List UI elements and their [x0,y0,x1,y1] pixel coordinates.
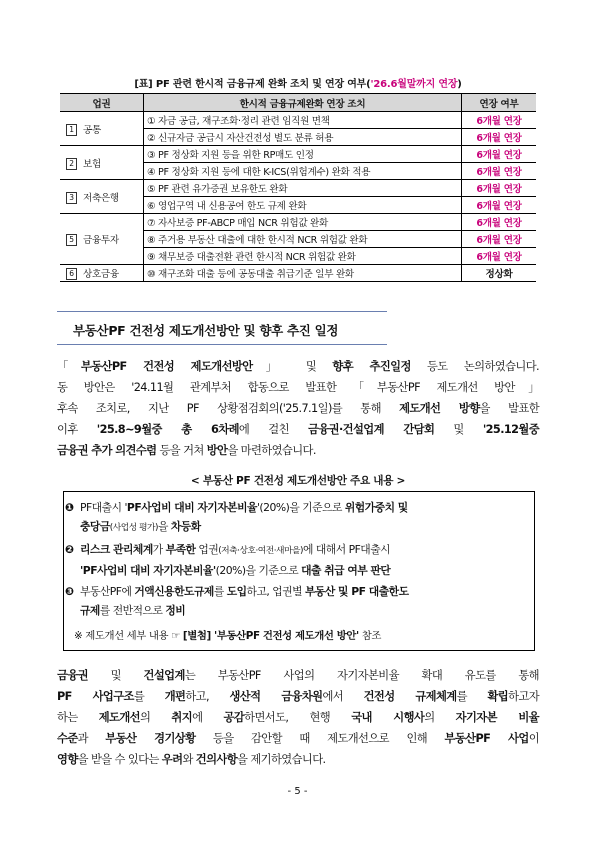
paragraph-line: PF 사업구조를 개편하고, 생산적 금융차원에서 건전성 규제체계를 확립하고자 [57,690,540,703]
table-header-row [60,94,536,112]
measure-cell: ④ PF 정상화 지원 등에 대한 K-ICS(위험계수) 완화 적용 [144,163,462,180]
relief-measures-table [60,93,536,282]
paragraph-line: 하는 제도개선의 취지에 공감하면서도, 현행 국내 시행사의 자기자본 비율 [57,711,539,724]
paragraph-line: 이후 '25.8~9월중 총 6차례에 걸친 금융권·건설업계 간담회 및 '25.12월중 [57,423,540,436]
table-row [60,265,536,282]
sector-cell [60,146,144,180]
header-sector: 업권 [60,94,144,112]
header-measure: 한시적 금융규제완화 연장 조치 [144,94,462,112]
measure-cell: ⑥ 영업구역 내 신용공여 한도 규제 완화 [144,197,462,214]
status-cell: 6개월 연장 [462,163,537,180]
measure-cell: ⑨ 채무보증 대출전환 관련 한시적 NCR 위험값 완화 [144,248,462,265]
status-cell: 정상화 [462,265,537,282]
measure-cell: ⑩ 재구조화 대출 등에 공동대출 취급기준 일부 완화 [144,265,462,282]
section-title: 부동산PF 건전성 제도개선방안 및 향후 추진 일정 [73,323,339,338]
header-status: 연장 여부 [462,94,537,112]
paragraph-line: 금융권 및 건설업계는 부동산PF 사업의 자기자본비율 확대 유도를 통해 [57,669,539,682]
reference-note: ※ 제도개선 세부 내용 ☞ [별첨] '부동산PF 건전성 제도개선 방안' 참조 [74,630,381,642]
sector-name: 공통 [83,124,101,136]
sector-name: 금융투자 [83,235,119,246]
page-number: - 5 - [287,786,308,797]
measure-cell: ⑦ 자사보증 PF-ABCP 매입 NCR 위험값 완화 [144,214,462,231]
sector-name: 보험 [83,158,101,170]
sector-number-box: 3 [66,192,77,204]
status-cell: 6개월 연장 [462,248,537,265]
sector-number-box: 2 [66,158,77,170]
bullet-3-icon: ❸ [65,585,74,598]
measure-cell: ③ PF 정상화 지원 등을 위한 RP매도 인정 [144,146,462,163]
caption-prefix: [표] PF 관련 한시적 금융규제 완화 조치 및 연장 여부( [134,79,371,90]
section-heading-box [57,311,387,345]
table-row [60,180,536,197]
sector-name: 저축은행 [83,192,119,204]
status-cell: 6개월 연장 [462,146,537,163]
paragraph-discussion [57,356,539,461]
summary-title: < 부동산 PF 건전성 제도개선방안 주요 내용 > [190,475,406,487]
table-row [60,146,536,163]
sector-number-box: 5 [66,234,77,246]
paragraph-line: 후속 조치로, 지난 PF 상황점검회의('25.7.1일)를 통해 제도개선 방향을 발표한 [57,402,540,415]
sector-number-box: 6 [66,268,77,280]
summary-item: ❷ 리스크 관리체계가 부족한 업권(저축·상호·여전·새마을)에 대해서 PF대출시 'PF사업비 대비 자기자본비율'(20%)을 기준으로 대출 취급 여부 판단 [80,540,526,580]
sector-cell [60,265,144,282]
sector-cell [60,112,144,146]
summary-box [63,491,535,651]
table-row [60,214,536,231]
paragraph-line: 수준과 부동산 경기상황 등을 감안할 때 제도개선으로 인해 부동산PF 사업이 [57,732,540,745]
measure-cell: ⑤ PF 관련 유가증권 보유한도 완화 [144,180,462,197]
summary-item: ❶ PF대출시 'PF사업비 대비 자기자본비율'(20%)을 기준으로 위험가중치 및 충당금(사업성 평가)을 차등화 [80,498,526,538]
status-cell: 6개월 연장 [462,214,537,231]
table-row [60,112,536,129]
sector-number-box: 1 [66,124,77,136]
status-cell: 6개월 연장 [462,231,537,248]
bullet-1-icon: ❶ [65,501,74,514]
caption-highlight: '26.6월말까지 연장 [370,79,458,90]
sector-cell [60,180,144,214]
bullet-2-icon: ❷ [65,543,74,556]
paragraph-line: 영향을 받을 수 있다는 우려와 건의사항을 제기하였습니다. [57,753,326,766]
sector-name: 상호금융 [83,269,119,280]
measure-cell: ⑧ 주거용 부동산 대출에 대한 한시적 NCR 위험값 완화 [144,231,462,248]
paragraph-industry-opinion [57,665,539,770]
paragraph-line: 동 방안은 '24.11월 관계부처 합동으로 발표한 「부동산PF 제도개선 방안」 [57,381,539,394]
caption-suffix: ) [457,79,462,90]
measure-cell: ① 자금 공급, 재구조화·정리 관련 임직원 면책 [144,112,462,129]
status-cell: 6개월 연장 [462,129,537,146]
status-cell: 6개월 연장 [462,197,537,214]
paragraph-line: 금융권 추가 의견수렴 등을 거쳐 방안을 마련하였습니다. [57,444,316,457]
status-cell: 6개월 연장 [462,112,537,129]
sector-cell [60,214,144,265]
table-caption [60,75,536,90]
paragraph-line: 「부동산PF 건전성 제도개선방안」 및 향후 추진일정 등도 논의하였습니다. [57,360,539,373]
status-cell: 6개월 연장 [462,180,537,197]
summary-item: ❸ 부동산PF에 거액신용한도규제를 도입하고, 업권별 부동산 및 PF 대출한도 규제를 전반적으로 정비 [80,582,526,620]
measure-cell: ② 신규자금 공급시 자산건전성 별도 분류 허용 [144,129,462,146]
